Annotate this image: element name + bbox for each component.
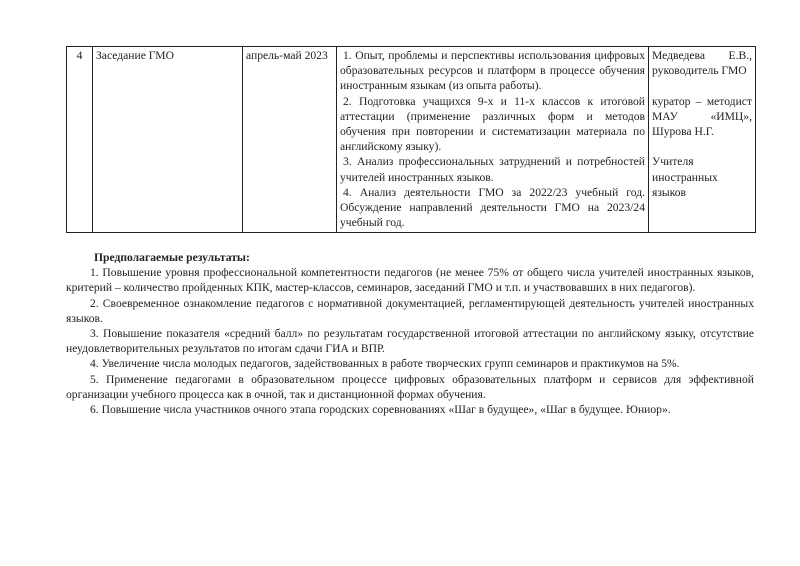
topics-cell: [337, 47, 649, 233]
expected-results: [66, 250, 754, 417]
result-item: 2. Своевременное ознакомление педагогов с нормативной документацией, регламентирующей деятельность учителей иностранных языков.: [66, 296, 754, 325]
responsible-item: Медведева Е.В., руководитель ГМО: [652, 49, 752, 78]
responsible-cell: [649, 47, 756, 233]
responsible-item: куратор – методист МАУ «ИМЦ», Шурова Н.Г.: [652, 94, 752, 138]
responsible-item: Учителя иностранных языков: [652, 155, 718, 199]
row-number: 4: [67, 47, 93, 233]
topic-item: 4. Анализ деятельности ГМО за 2022/23 учебный год. Обсуждение направлений деятельности ГМО на 2023/24 учебный год.: [340, 185, 645, 230]
topic-item: 3. Анализ профессиональных затруднений и потребностей учителей иностранных языков.: [340, 155, 645, 184]
plan-table: [66, 46, 756, 233]
result-item: 4. Увеличение числа молодых педагогов, задействованных в работе творческих групп семинаров и практикумов на 5%.: [90, 357, 680, 371]
topic-item: 1. Опыт, проблемы и перспективы использования цифровых образовательных ресурсов и платформ в процессе обучения иностранным языкам (из опыта работы).: [340, 49, 645, 93]
results-heading: Предполагаемые результаты:: [94, 251, 250, 264]
result-item: 1. Повышение уровня профессиональной компетентности педагогов (не менее 75% от общего числа учителей иностранных языков, критерий – количество пройденных КПК, мастер-классов, семинаров, заседаний ГМО и т.п. и участвовавших в них педагогов).: [66, 266, 754, 295]
topic-item: 2. Подготовка учащихся 9-х и 11-х классов к итоговой аттестации (применение различных форм и методов обучения при повторении и систематизации материала по английскому языку).: [340, 94, 645, 154]
table-row: [67, 47, 756, 233]
result-item: 5. Применение педагогами в образовательном процессе цифровых образовательных платформ и сервисов для эффективной организации учебного процесса как в очной, так и дистанционной формах обучения.: [66, 372, 754, 401]
dates-cell: апрель-май 2023: [243, 47, 337, 233]
result-item: 6. Повышение числа участников очного этапа городских соревнованиях «Шаг в будущее», «Шаг в будущее. Юниор».: [90, 403, 671, 417]
result-item: 3. Повышение показателя «средний балл» по результатам государственной итоговой аттестации по английскому языку, отсутствие неудовлетворительных результатов по итогам сдачи ГИА и ВПР.: [66, 327, 754, 356]
event-cell: Заседание ГМО: [93, 47, 243, 233]
